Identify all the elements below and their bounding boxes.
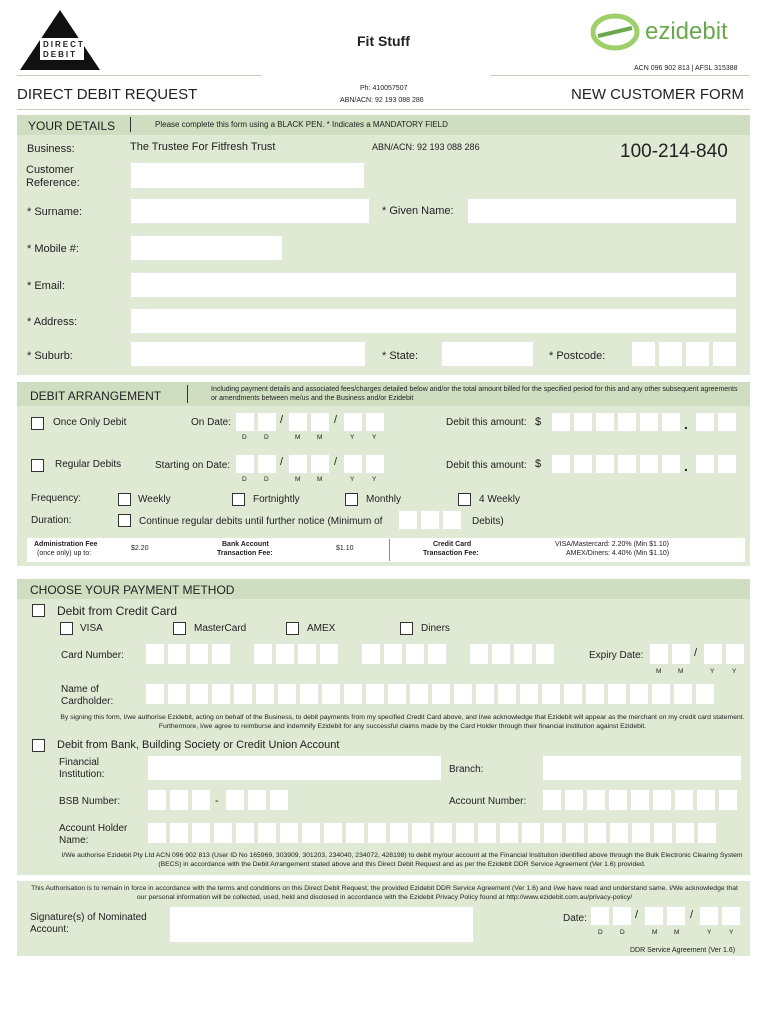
bsb-input-first[interactable] bbox=[147, 789, 211, 811]
date-slash: / bbox=[334, 414, 338, 426]
ezidebit-logo bbox=[590, 10, 750, 55]
branch-input[interactable] bbox=[542, 755, 742, 781]
monthly-checkbox[interactable] bbox=[345, 493, 358, 506]
mobile-input[interactable] bbox=[130, 235, 283, 261]
decimal-point: . bbox=[684, 458, 688, 474]
expiry-letter: M bbox=[656, 668, 662, 675]
weekly-checkbox[interactable] bbox=[118, 493, 131, 506]
state-label: * State: bbox=[382, 350, 419, 362]
admin-fee-value: $2.20 bbox=[131, 545, 149, 552]
cc-fee-label: Credit Card bbox=[433, 541, 472, 548]
minimum-debits-input[interactable] bbox=[398, 510, 462, 530]
authorisation-text: This Authorisation is to remain in force in accordance with the terms and conditions on this Direct Debit Request, the provided Ezidebit DDR Service Agreement (Ver 1.6) and I/we have read and understand same. I/We acknowledge that our personal information will be collected, used, held and disclosed in accordance with the Ezidebit Privacy Policy found at http://www.ezidebit.com.au/privacy-policy/ bbox=[31, 885, 738, 901]
abn-value: ABN/ACN: 92 193 088 286 bbox=[372, 142, 480, 152]
card-number-group-1[interactable] bbox=[145, 643, 231, 665]
card-number-label: Card Number: bbox=[61, 650, 124, 661]
expiry-month[interactable] bbox=[649, 643, 691, 665]
date-letter: Y bbox=[372, 434, 377, 441]
date-letter: D bbox=[242, 476, 247, 483]
cc-fee-amex: AMEX/Diners: 4.40% (Min $1.10) bbox=[566, 550, 670, 557]
customer-ref-input[interactable] bbox=[130, 162, 365, 189]
state-input[interactable] bbox=[441, 341, 534, 367]
once-only-date-month[interactable] bbox=[288, 412, 330, 432]
expiry-year[interactable] bbox=[703, 643, 745, 665]
decimal-point: . bbox=[684, 416, 688, 432]
date-letter: M bbox=[652, 929, 658, 936]
acn-line: ACN 096 902 813 | AFSL 315388 bbox=[634, 65, 738, 72]
expiry-label: Expiry Date: bbox=[589, 650, 644, 661]
customer-ref-label: Customer Reference: bbox=[26, 164, 80, 189]
footer-version: DDR Service Agreement (Ver 1.6) bbox=[630, 947, 736, 954]
expiry-letter: M bbox=[678, 668, 684, 675]
account-holder-label: Account Holder Name: bbox=[59, 823, 128, 846]
bsb-dash: - bbox=[215, 795, 219, 807]
regular-date-month[interactable] bbox=[288, 454, 330, 474]
regular-date-year[interactable] bbox=[343, 454, 385, 474]
debits-label: Debits) bbox=[472, 516, 504, 527]
on-date-label: On Date: bbox=[191, 417, 232, 428]
fortnightly-label: Fortnightly bbox=[253, 494, 300, 505]
surname-label: * Surname: bbox=[27, 206, 83, 218]
page-title: Fit Stuff bbox=[357, 33, 410, 49]
bank-fee-label: Bank Account bbox=[222, 541, 269, 548]
admin-fee-label: Administration Fee bbox=[34, 541, 98, 548]
phone-number: Ph: 410057507 bbox=[360, 85, 408, 92]
once-only-date-year[interactable] bbox=[343, 412, 385, 432]
duration-label: Duration: bbox=[31, 515, 72, 526]
institution-label: Financial Institution: bbox=[59, 757, 105, 780]
date-slash: / bbox=[280, 456, 284, 468]
signature-label: Signature(s) of Nominated Account: bbox=[30, 912, 147, 935]
new-customer-heading: NEW CUSTOMER FORM bbox=[571, 86, 745, 103]
logo-text-bottom: DEBIT bbox=[43, 50, 77, 59]
amex-label: AMEX bbox=[307, 623, 336, 634]
business-value: The Trustee For Fitfresh Trust bbox=[130, 141, 276, 153]
continue-checkbox[interactable] bbox=[118, 514, 131, 527]
visa-label: VISA bbox=[80, 623, 103, 634]
dollar-sign: $ bbox=[535, 416, 542, 428]
date-letter: D bbox=[620, 929, 625, 936]
four-weekly-checkbox[interactable] bbox=[458, 493, 471, 506]
signature-input[interactable] bbox=[169, 906, 474, 943]
date-slash: / bbox=[690, 909, 694, 921]
starting-date-label: Starting on Date: bbox=[155, 460, 231, 471]
date-slash: / bbox=[280, 414, 284, 426]
date-slash: / bbox=[635, 909, 639, 921]
signature-date-label: Date: bbox=[563, 913, 587, 924]
business-label: Business: bbox=[27, 143, 75, 155]
expiry-slash: / bbox=[694, 647, 698, 659]
date-letter: Y bbox=[372, 476, 377, 483]
diners-checkbox[interactable] bbox=[400, 622, 413, 635]
once-only-checkbox[interactable] bbox=[31, 417, 44, 430]
amex-checkbox[interactable] bbox=[286, 622, 299, 635]
mastercard-label: MasterCard bbox=[194, 623, 247, 634]
continue-label: Continue regular debits until further notice (Minimum of bbox=[139, 516, 383, 527]
bsb-label: BSB Number: bbox=[59, 796, 121, 807]
credit-card-terms: By signing this form, I/we authorise Ezidebit, acting on behalf of the Business, to debit payments from my specified Credit Card above, and I/we acknowledge that Ezidebit will appear as the merchant on my credit card statement. Furthermore, I/we agree to reimburse and indemnify Ezidebit for any successful claims made by the Card Holder through their financial institution against Ezidebit. bbox=[60, 714, 745, 730]
bank-debit-checkbox[interactable] bbox=[32, 739, 45, 752]
direct-debit-logo bbox=[20, 10, 100, 72]
regular-amount-dollars[interactable] bbox=[551, 454, 681, 474]
payment-method-heading: CHOOSE YOUR PAYMENT METHOD bbox=[30, 583, 235, 597]
credit-card-label: Debit from Credit Card bbox=[57, 604, 178, 618]
suburb-input[interactable] bbox=[130, 341, 366, 367]
monthly-label: Monthly bbox=[366, 494, 402, 505]
date-letter: D bbox=[264, 434, 269, 441]
debit-amount-label: Debit this amount: bbox=[446, 460, 527, 471]
mastercard-checkbox[interactable] bbox=[173, 622, 186, 635]
once-only-label: Once Only Debit bbox=[53, 417, 127, 428]
mobile-label: * Mobile #: bbox=[27, 243, 79, 255]
cardholder-name-input[interactable] bbox=[145, 683, 715, 705]
form-instruction: Please complete this form using a BLACK PEN. * Indicates a MANDATORY FIELD bbox=[155, 120, 448, 129]
signature-date-day[interactable] bbox=[590, 906, 632, 926]
direct-debit-heading: DIRECT DEBIT REQUEST bbox=[17, 86, 198, 103]
date-letter: Y bbox=[350, 476, 355, 483]
diners-label: Diners bbox=[421, 623, 450, 634]
abn-small: ABN/ACN: 92 193 088 286 bbox=[340, 97, 424, 104]
once-only-amount-dollars[interactable] bbox=[551, 412, 681, 432]
address-input[interactable] bbox=[130, 308, 737, 334]
expiry-letter: Y bbox=[710, 668, 715, 675]
date-letter: M bbox=[317, 434, 323, 441]
cardholder-label: Name of Cardholder: bbox=[61, 684, 114, 707]
given-name-label: * Given Name: bbox=[382, 205, 454, 217]
date-letter: D bbox=[242, 434, 247, 441]
card-number-group-4[interactable] bbox=[469, 643, 555, 665]
four-weekly-label: 4 Weekly bbox=[479, 494, 520, 505]
date-letter: Y bbox=[707, 929, 712, 936]
bank-fee-sub: Transaction Fee: bbox=[217, 550, 273, 557]
account-number-input[interactable] bbox=[542, 789, 738, 811]
brand-name: ezidebit bbox=[645, 18, 728, 45]
signature-date-year[interactable] bbox=[699, 906, 741, 926]
cc-fee-visa: VISA/Mastercard: 2.20% (Min $1.10) bbox=[555, 541, 669, 548]
surname-input[interactable] bbox=[130, 198, 370, 224]
cc-fee-sub: Transaction Fee: bbox=[423, 550, 479, 557]
account-holder-input[interactable] bbox=[147, 822, 717, 844]
visa-checkbox[interactable] bbox=[60, 622, 73, 635]
debit-arrangement-heading: DEBIT ARRANGEMENT bbox=[30, 389, 162, 403]
account-number-label: Account Number: bbox=[449, 796, 527, 807]
card-number-group-2[interactable] bbox=[253, 643, 339, 665]
email-input[interactable] bbox=[130, 272, 737, 298]
postcode-input[interactable] bbox=[631, 341, 737, 367]
frequency-label: Frequency: bbox=[31, 493, 82, 504]
card-number-group-3[interactable] bbox=[361, 643, 447, 665]
logo-text-top: DIRECT bbox=[43, 40, 85, 49]
regular-debits-label: Regular Debits bbox=[55, 459, 122, 470]
bank-terms: I/We authorise Ezidebit Pty Ltd ACN 096 902 813 (User ID No 165969, 303909, 301203, 234040, 234072, 428198) to debit my/our account at the Financial Institution identified above through the Bulk Electronic Clearing System (BECS) in accordance with the Debit Arrangement stated above and this Direct Debit Request and as per the Ezidebit DDR Service Agreement (Ver 1.6) provided. bbox=[61, 852, 743, 868]
debit-amount-label: Debit this amount: bbox=[446, 417, 527, 428]
regular-debits-checkbox[interactable] bbox=[31, 459, 44, 472]
fortnightly-checkbox[interactable] bbox=[232, 493, 245, 506]
debit-arrangement-note: Including payment details and associated fees/charges detailed below and/or the total amount billed for the specified period for this and any other subsequent agreements or amendments between me/us and the Business and/or Ezidebit bbox=[211, 386, 738, 402]
once-only-date-day[interactable] bbox=[235, 412, 277, 432]
date-letter: D bbox=[264, 476, 269, 483]
once-only-amount-cents[interactable] bbox=[695, 412, 737, 432]
admin-fee-sub: (once only) up to: bbox=[37, 550, 92, 557]
institution-input[interactable] bbox=[147, 755, 442, 781]
suburb-label: * Suburb: bbox=[27, 350, 73, 362]
given-name-input[interactable] bbox=[467, 198, 737, 224]
bsb-input-second[interactable] bbox=[225, 789, 289, 811]
date-letter: D bbox=[598, 929, 603, 936]
signature-date-month[interactable] bbox=[644, 906, 686, 926]
weekly-label: Weekly bbox=[138, 494, 171, 505]
date-letter: M bbox=[295, 476, 301, 483]
bank-debit-label: Debit from Bank, Building Society or Credit Union Account bbox=[57, 739, 340, 751]
bank-fee-value: $1.10 bbox=[336, 545, 354, 552]
date-slash: / bbox=[334, 456, 338, 468]
date-letter: Y bbox=[729, 929, 734, 936]
date-letter: M bbox=[674, 929, 680, 936]
expiry-letter: Y bbox=[732, 668, 737, 675]
dollar-sign: $ bbox=[535, 458, 542, 470]
date-letter: Y bbox=[350, 434, 355, 441]
regular-amount-cents[interactable] bbox=[695, 454, 737, 474]
date-letter: M bbox=[295, 434, 301, 441]
your-details-heading: YOUR DETAILS bbox=[28, 119, 116, 133]
credit-card-checkbox[interactable] bbox=[32, 604, 45, 617]
postcode-label: * Postcode: bbox=[549, 350, 606, 362]
branch-label: Branch: bbox=[449, 764, 484, 775]
regular-date-day[interactable] bbox=[235, 454, 277, 474]
date-letter: M bbox=[317, 476, 323, 483]
customer-number: 100-214-840 bbox=[620, 141, 728, 162]
email-label: * Email: bbox=[27, 280, 65, 292]
address-label: * Address: bbox=[27, 316, 78, 328]
